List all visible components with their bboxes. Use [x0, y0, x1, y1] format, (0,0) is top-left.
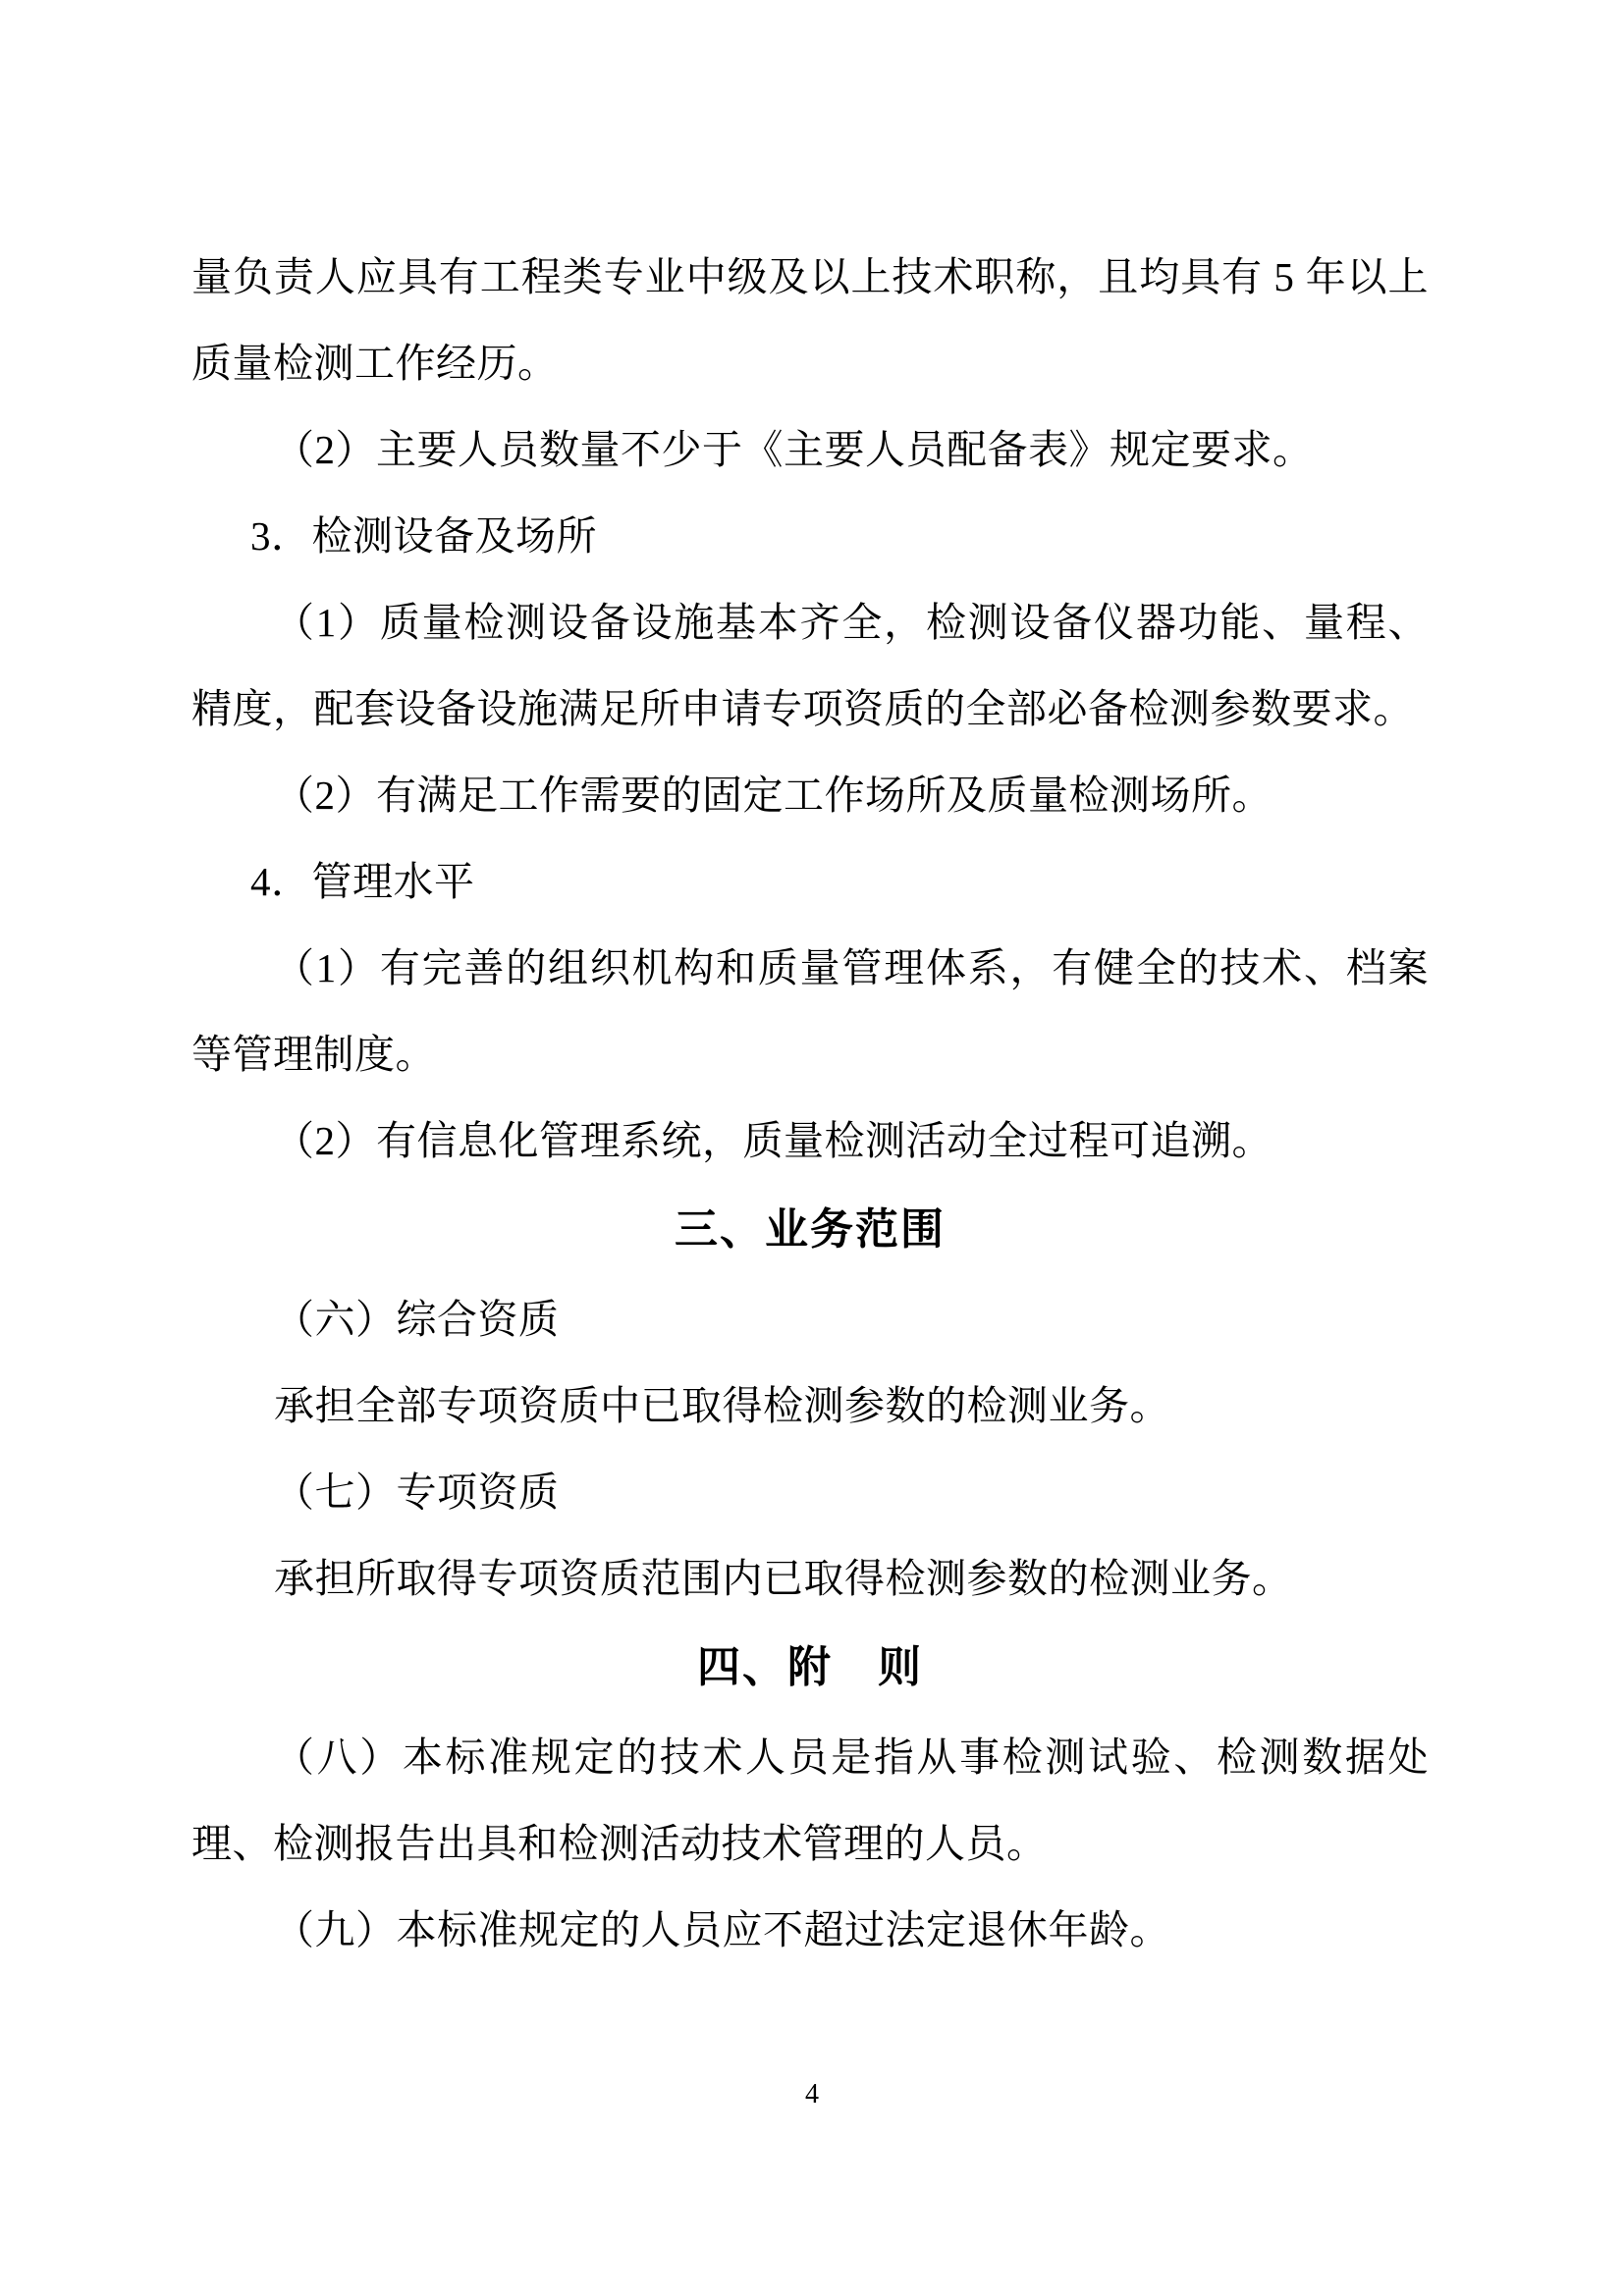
paragraph: （八）本标准规定的技术人员是指从事检测试验、检测数据处理、检测报告出具和检测活动技术管理的人员。: [191, 1735, 1429, 1866]
paragraph: （六）综合资质: [274, 1297, 560, 1342]
paragraph: 量负责人应具有工程类专业中级及以上技术职称，且均具有 5 年以上质量检测工作经历。: [191, 254, 1429, 386]
paragraph: （七）专项资质: [274, 1469, 560, 1515]
section-heading-four-part1: 四、附: [697, 1643, 833, 1691]
page-content: [191, 234, 1429, 1973]
section-heading-four: [191, 1622, 1429, 1714]
paragraph: （2）有信息化管理系统，质量检测活动全过程可追溯。: [274, 1118, 1272, 1163]
section-heading-three: 三、业务范围: [675, 1205, 946, 1254]
paragraph: 承担所取得专项资质范围内已取得检测参数的检测业务。: [274, 1556, 1293, 1601]
paragraph: （1）质量检测设备设施基本齐全，检测设备仪器功能、量程、精度，配套设备设施满足所申请专项资质的全部必备检测参数要求。: [191, 600, 1429, 731]
paragraph: 承担全部专项资质中已取得检测参数的检测业务。: [274, 1383, 1170, 1428]
paragraph: （2）主要人员数量不少于《主要人员配备表》规定要求。: [274, 427, 1314, 472]
paragraph: 4．管理水平: [250, 859, 475, 904]
page-number: 4: [805, 2079, 819, 2109]
paragraph: （2）有满足工作需要的固定工作场所及质量检测场所。: [274, 773, 1272, 818]
paragraph: （1）有完善的组织机构和质量管理体系，有健全的技术、档案等管理制度。: [191, 945, 1429, 1077]
paragraph: （九）本标准规定的人员应不超过法定退休年龄。: [274, 1907, 1170, 1952]
paragraph: 3．检测设备及场所: [250, 513, 597, 559]
section-heading-four-part2: 则: [878, 1643, 923, 1691]
